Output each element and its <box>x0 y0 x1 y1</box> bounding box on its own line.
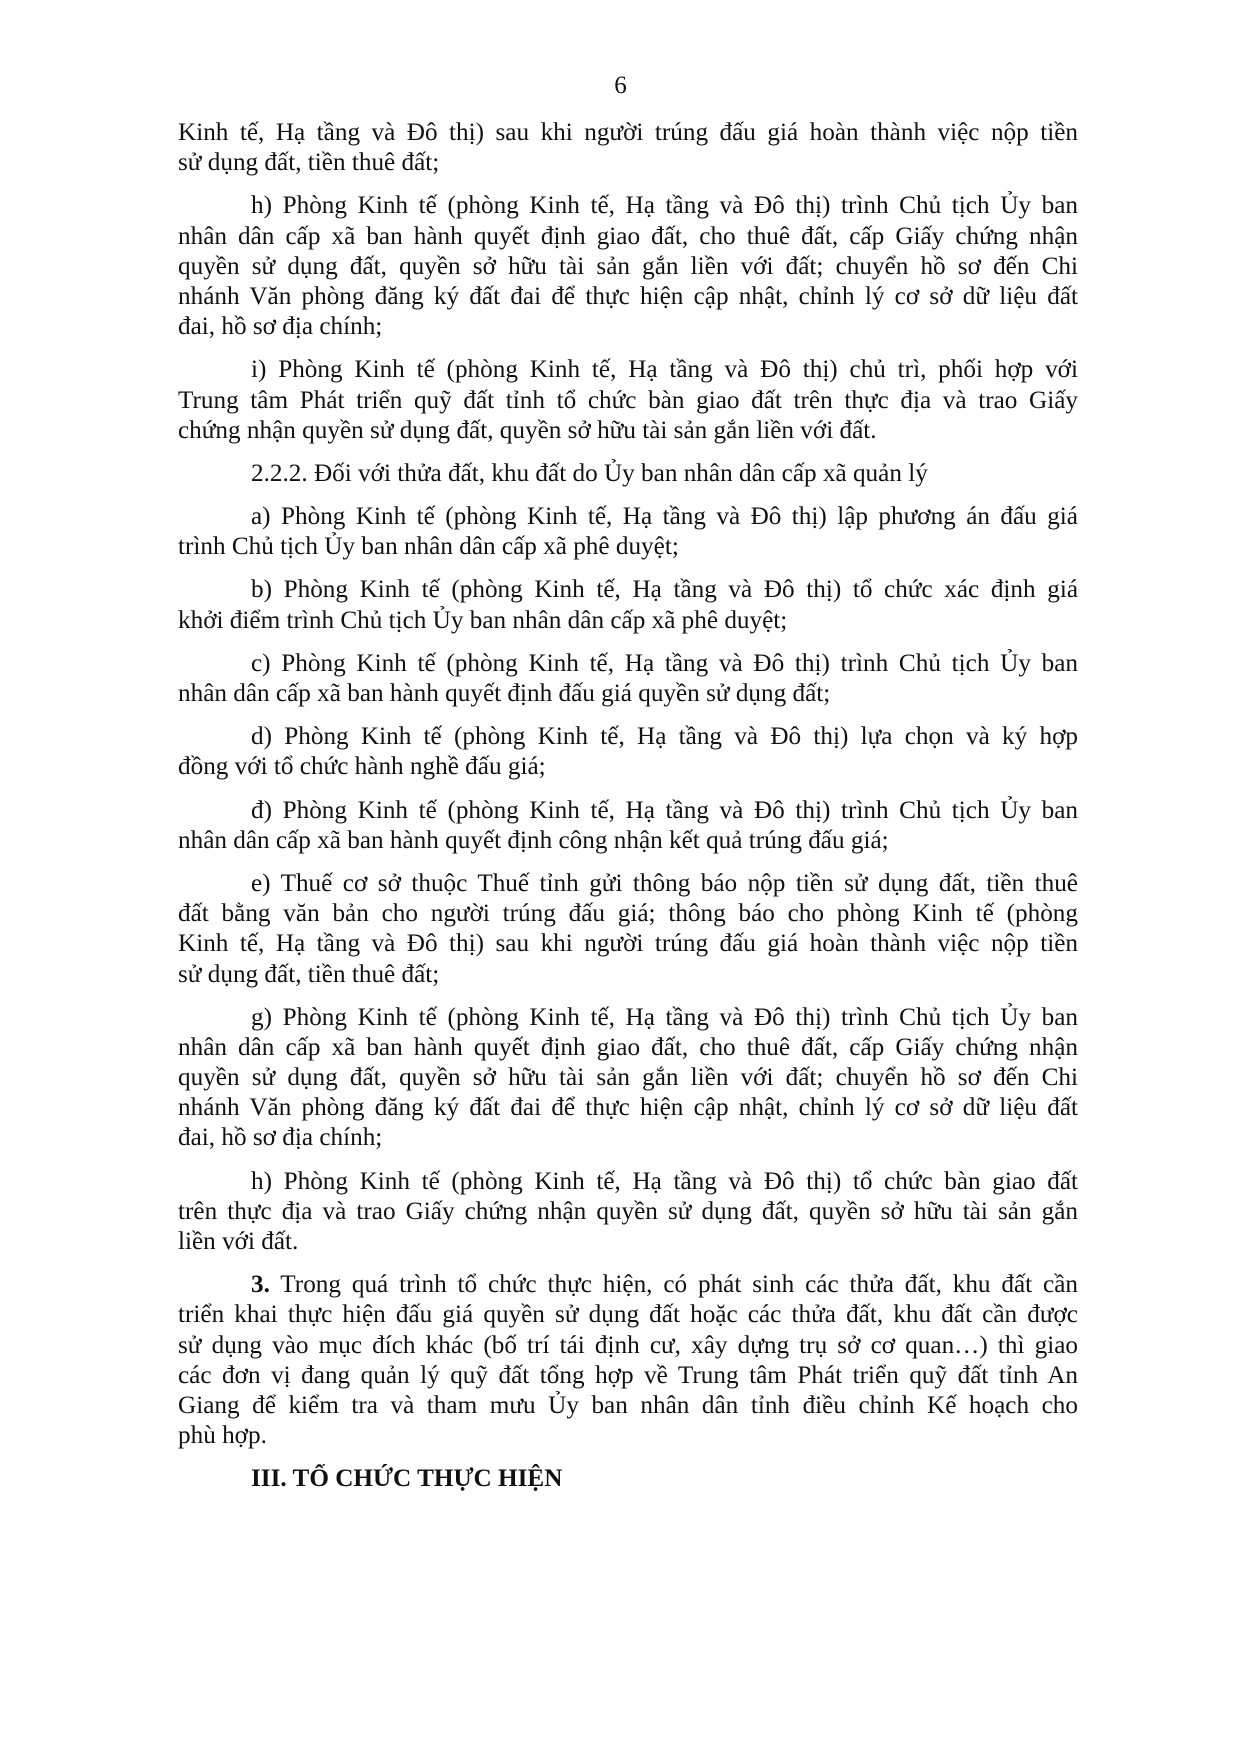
text-line: đ) Phòng Kinh tế (phòng Kinh tế, Hạ tầng và Đô thị) trình Chủ tịch Ủy ban <box>251 796 1078 824</box>
paragraph-dd <box>178 796 1078 856</box>
text-line: phù hợp. <box>178 1422 267 1450</box>
section-heading: III. TỔ CHỨC THỰC HIỆN <box>251 1465 563 1493</box>
paragraph-h2 <box>178 1167 1078 1258</box>
text-line: đai, hồ sơ địa chính; <box>178 313 383 341</box>
text-line: liền với đất. <box>178 1228 299 1255</box>
paragraph-a <box>178 502 1078 562</box>
text-line: nhân dân cấp xã ban hành quyết định giao đất, cho thuê đất, cấp Giấy chứng nhận <box>178 1033 1078 1061</box>
text-line: khởi điểm trình Chủ tịch Ủy ban nhân dân cấp xã phê duyệt; <box>178 606 788 634</box>
text-line: trên thực địa và trao Giấy chứng nhận quyền sử dụng đất, quyền sở hữu tài sản gắn <box>178 1197 1078 1225</box>
text-line: h) Phòng Kinh tế (phòng Kinh tế, Hạ tầng và Đô thị) tổ chức bàn giao đất <box>251 1167 1078 1195</box>
text-line: đồng với tổ chức hành nghề đấu giá; <box>178 753 546 781</box>
paragraph-p0 <box>178 118 1078 178</box>
text-line: i) Phòng Kinh tế (phòng Kinh tế, Hạ tầng và Đô thị) chủ trì, phối hợp với <box>251 356 1078 384</box>
text-line: 2.2.2. Đối với thửa đất, khu đất do Ủy ban nhân dân cấp xã quản lý <box>251 459 928 487</box>
text-line: nhánh Văn phòng đăng ký đất đai để thực hiện cập nhật, chỉnh lý cơ sở dữ liệu đất <box>178 282 1078 310</box>
text-line: đất bằng văn bản cho người trúng đấu giá; thông báo cho phòng Kinh tế (phòng <box>178 900 1078 928</box>
text-line: sử dụng vào mục đích khác (bố trí tái định cư, xây dựng trụ sở cơ quan…) thì giao <box>178 1331 1078 1359</box>
item-number: 3. <box>251 1271 270 1299</box>
paragraph-h1 <box>178 191 1078 342</box>
text-line: đai, hồ sơ địa chính; <box>178 1124 383 1152</box>
paragraph-s222 <box>178 459 1078 489</box>
text-line: a) Phòng Kinh tế (phòng Kinh tế, Hạ tầng và Đô thị) lập phương án đấu giá <box>251 503 1078 531</box>
text-line: sử dụng đất, tiền thuê đất; <box>178 960 440 988</box>
text-line: quyền sử dụng đất, quyền sở hữu tài sản gắn liền với đất; chuyển hồ sơ đến Chi <box>178 1064 1078 1092</box>
text-line: Trung tâm Phát triển quỹ đất tỉnh tổ chức bàn giao đất trên thực địa và trao Giấy <box>178 386 1078 414</box>
text-line: nhân dân cấp xã ban hành quyết định công nhận kết quả trúng đấu giá; <box>178 826 889 854</box>
text-line: e) Thuế cơ sở thuộc Thuế tỉnh gửi thông báo nộp tiền sử dụng đất, tiền thuê <box>251 869 1078 897</box>
paragraph-c <box>178 649 1078 709</box>
page-number: 6 <box>614 72 627 99</box>
paragraph-b <box>178 575 1078 635</box>
text-line: Kinh tế, Hạ tầng và Đô thị) sau khi người trúng đấu giá hoàn thành việc nộp tiền <box>178 119 1078 146</box>
text-line: g) Phòng Kinh tế (phòng Kinh tế, Hạ tầng và Đô thị) trình Chủ tịch Ủy ban <box>251 1003 1078 1031</box>
paragraph-i1 <box>178 355 1078 446</box>
text-line: chứng nhận quyền sử dụng đất, quyền sở hữu tài sản gắn liền với đất. <box>178 416 877 444</box>
paragraph-e <box>178 869 1078 990</box>
text-line: h) Phòng Kinh tế (phòng Kinh tế, Hạ tầng và Đô thị) trình Chủ tịch Ủy ban <box>251 192 1078 220</box>
text-line: các đơn vị đang quản lý quỹ đất tổng hợp về Trung tâm Phát triển quỹ đất tỉnh An <box>178 1361 1078 1389</box>
text-line: nhân dân cấp xã ban hành quyết định đấu giá quyền sử dụng đất; <box>178 680 831 707</box>
paragraph-d <box>178 722 1078 782</box>
text-line: Kinh tế, Hạ tầng và Đô thị) sau khi người trúng đấu giá hoàn thành việc nộp tiền <box>178 930 1078 958</box>
paragraph-item3 <box>178 1270 1078 1451</box>
text-line: 3. Trong quá trình tổ chức thực hiện, có phát sinh các thửa đất, khu đất cần <box>251 1271 1078 1299</box>
text-line: trình Chủ tịch Ủy ban nhân dân cấp xã phê duyệt; <box>178 533 679 561</box>
text-line: c) Phòng Kinh tế (phòng Kinh tế, Hạ tầng và Đô thị) trình Chủ tịch Ủy ban <box>251 649 1078 677</box>
text-line: triển khai thực hiện đấu giá quyền sử dụng đất hoặc các thửa đất, khu đất cần được <box>178 1301 1078 1329</box>
text-line: nhân dân cấp xã ban hành quyết định giao đất, cho thuê đất, cấp Giấy chứng nhận <box>178 222 1078 250</box>
text-line: sử dụng đất, tiền thuê đất; <box>178 149 440 177</box>
document-body <box>178 118 1078 1495</box>
text-line: b) Phòng Kinh tế (phòng Kinh tế, Hạ tầng và Đô thị) tổ chức xác định giá <box>251 576 1078 604</box>
text-line: Giang để kiểm tra và tham mưu Ủy ban nhân dân tỉnh điều chỉnh Kế hoạch cho <box>178 1391 1078 1419</box>
text-line: d) Phòng Kinh tế (phòng Kinh tế, Hạ tầng và Đô thị) lựa chọn và ký hợp <box>251 723 1078 751</box>
paragraph-g <box>178 1003 1078 1154</box>
text-line: nhánh Văn phòng đăng ký đất đai để thực hiện cập nhật, chỉnh lý cơ sở dữ liệu đất <box>178 1094 1078 1122</box>
text-line: quyền sử dụng đất, quyền sở hữu tài sản gắn liền với đất; chuyển hồ sơ đến Chi <box>178 252 1078 280</box>
